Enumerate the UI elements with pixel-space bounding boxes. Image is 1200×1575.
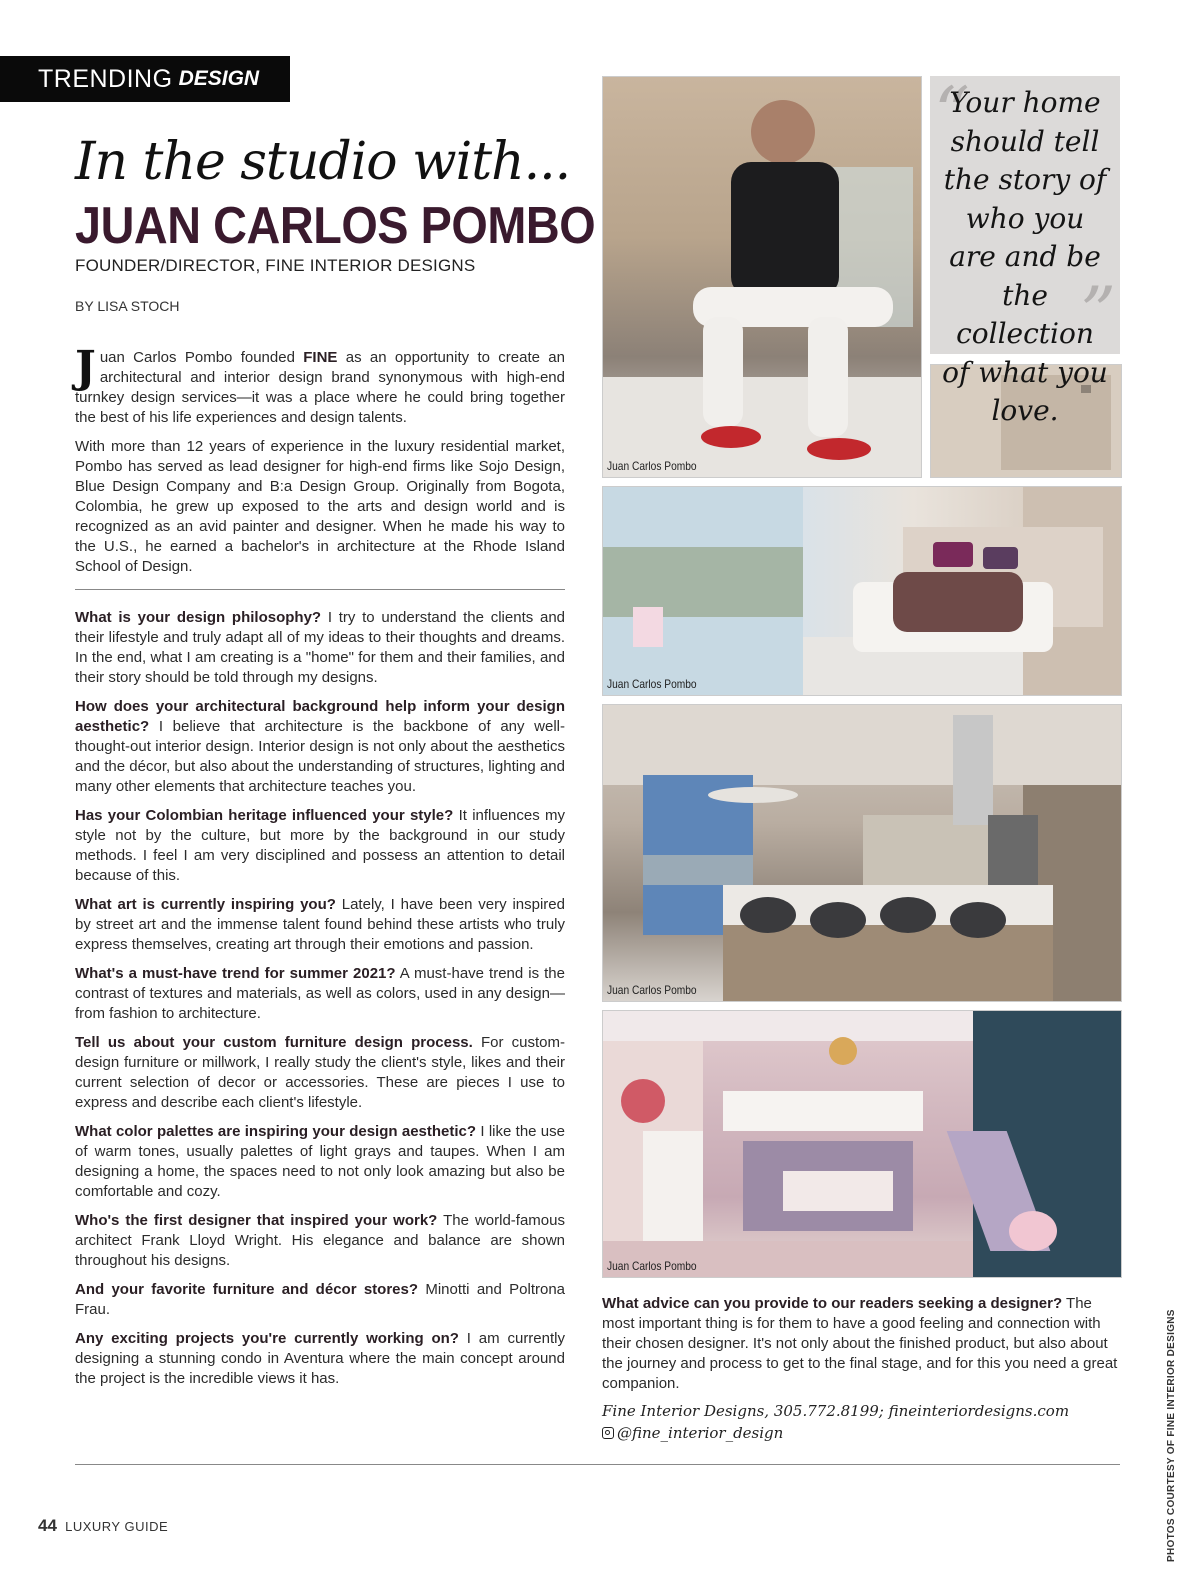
question: Has your Colombian heritage influenced your style? (75, 807, 454, 824)
question: And your favorite furniture and décor stores? (75, 1281, 419, 1298)
portrait-illustration (603, 77, 921, 477)
qa-item (75, 806, 565, 886)
answer: I believe that architecture is the backbone of any well-thought-out interior design. Interior design is not only about the aesthetics and the décor, but also about the understanding of structures, lighting and many other elements that architecture teaches you. (75, 718, 565, 795)
intro-paragraph-2: With more than 12 years of experience in the luxury residential market, Pombo has served as lead designer for high-end firms like Sojo Design, Blue Design Company and B:a Design Group. Originally from Bogota, Colombia, he grew up exposed to the arts and design world and is recognized as an avid painter and designer. When he made his way to the U.S., he earned a bachelor's in architecture at the Rhode Island School of Design. (75, 438, 565, 575)
question: What color palettes are inspiring your design aesthetic? (75, 1123, 477, 1140)
portrait-caption: Juan Carlos Pombo (607, 459, 697, 473)
question: Any exciting projects you're currently working on? (75, 1330, 459, 1347)
close-quote-icon: ” (1080, 272, 1116, 354)
script-title: In the studio with... (75, 132, 571, 192)
instagram-line[interactable] (602, 1422, 1122, 1444)
answer: The world-famous architect Frank Lloyd Wright. His elegance and balance are shown throughout his designs. (75, 1212, 565, 1269)
question: What's a must-have trend for summer 2021? (75, 965, 396, 982)
subhead: FOUNDER/DIRECTOR, FINE INTERIOR DESIGNS (75, 256, 476, 275)
kids-room-photo (602, 1010, 1122, 1278)
photo-credit: PHOTOS COURTESY OF FINE INTERIOR DESIGNS (1166, 1309, 1177, 1562)
instagram-handle: @fine_interior_design (617, 1424, 784, 1442)
page-footer (38, 1516, 168, 1536)
answer: For custom-design furniture or millwork, I really study the client's style, likes and their current selection of decor or accessories. These are pieces I use to express and describe each client's lifestyle. (75, 1034, 565, 1111)
qa-item (75, 1280, 565, 1320)
kids-room-illustration (603, 1011, 1121, 1277)
answer: Minotti and Poltrona Frau. (75, 1281, 566, 1318)
bottom-divider (75, 1464, 1120, 1465)
answer: I like the use of warm tones, usually palettes of light grays and taupes. When I am designing a home, the spaces need to not only look amazing but also be comfortable and cozy. (75, 1123, 565, 1200)
answer: Lately, I have been very inspired by street art and the immense talent found behind these artists who truly express themselves, creating art through their emotions and passion. (75, 896, 565, 953)
contact-line[interactable]: Fine Interior Designs, 305.772.8199; fineinteriordesigns.com (602, 1402, 1070, 1420)
qa-item (75, 608, 565, 688)
bedroom-photo (602, 486, 1122, 696)
answer: It influences my style not by the culture, but more by the background in our study methods. I feel I am very disciplined and possess an attention to detail because of this. (75, 807, 565, 884)
section-divider (75, 589, 565, 590)
question: How does your architectural background help inform your design aesthetic? (75, 698, 565, 735)
qa-item (75, 895, 565, 955)
publication-name: LUXURY GUIDE (65, 1519, 169, 1534)
pull-quote-text: Your home should tell the story of who you are and be the collection of what you love. (942, 86, 1108, 427)
byline: BY LISA STOCH (75, 298, 180, 314)
brand-name: FINE (303, 349, 338, 366)
headline: JUAN CARLOS POMBO (75, 197, 596, 255)
contact-info (602, 1400, 1122, 1444)
qa-item (75, 1211, 565, 1271)
section-label: TRENDING (38, 64, 173, 93)
qa-item (75, 1329, 565, 1389)
question: What advice can you provide to our readers seeking a designer? (602, 1295, 1063, 1312)
question: What art is currently inspiring you? (75, 896, 336, 913)
kids-room-caption: Juan Carlos Pombo (607, 1259, 697, 1273)
page-number: 44 (38, 1516, 57, 1535)
question: Who's the first designer that inspired your work? (75, 1212, 438, 1229)
answer: I try to understand the clients and their lifestyle and truly adapt all of my ideas to their thoughts and dreams. In the end, what I am creating is a "home" for them and their families, and their story should be told through my designs. (75, 609, 565, 686)
question: What is your design philosophy? (75, 609, 322, 626)
intro-paragraph-1 (75, 342, 565, 428)
intro-text-b: as an opportunity to create an architectural and interior design brand synonymous with high-end turnkey design services—it was a place where he could bring together the best of his life experiences and design talents. (75, 349, 565, 426)
kitchen-caption: Juan Carlos Pombo (607, 983, 697, 997)
qa-item (75, 964, 565, 1024)
dropcap: J (75, 342, 96, 393)
qa-item-advice (602, 1294, 1122, 1394)
article-body-left (75, 342, 566, 1398)
intro-text-a: uan Carlos Pombo founded (99, 349, 304, 366)
bedroom-illustration (603, 487, 1121, 695)
kitchen-photo (602, 704, 1122, 1002)
portrait-photo (602, 76, 922, 478)
bedroom-caption: Juan Carlos Pombo (607, 677, 697, 691)
open-quote-icon: “ (934, 72, 970, 154)
question: Tell us about your custom furniture design process. (75, 1034, 473, 1051)
kitchen-illustration (603, 705, 1121, 1001)
section-tag (0, 56, 290, 102)
qa-item (75, 1122, 565, 1202)
instagram-icon (602, 1427, 614, 1439)
answer: A must-have trend is the contrast of textures and materials, as well as colors, used in any design—from fashion to architecture. (75, 965, 565, 1022)
answer: I am currently designing a stunning condo in Aventura where the main concept around the project is the incredible views it has. (75, 1330, 565, 1387)
qa-item (75, 1033, 565, 1113)
pull-quote (930, 72, 1120, 427)
answer: The most important thing is for them to have a good feeling and connection with their chosen designer. It's not only about the finished product, but also about the journey and process to get to the final stage, and for this you need a great companion. (602, 1295, 1118, 1392)
qa-item (75, 697, 565, 797)
section-label-bold: DESIGN (178, 67, 260, 90)
article-body-right (602, 1294, 1122, 1444)
